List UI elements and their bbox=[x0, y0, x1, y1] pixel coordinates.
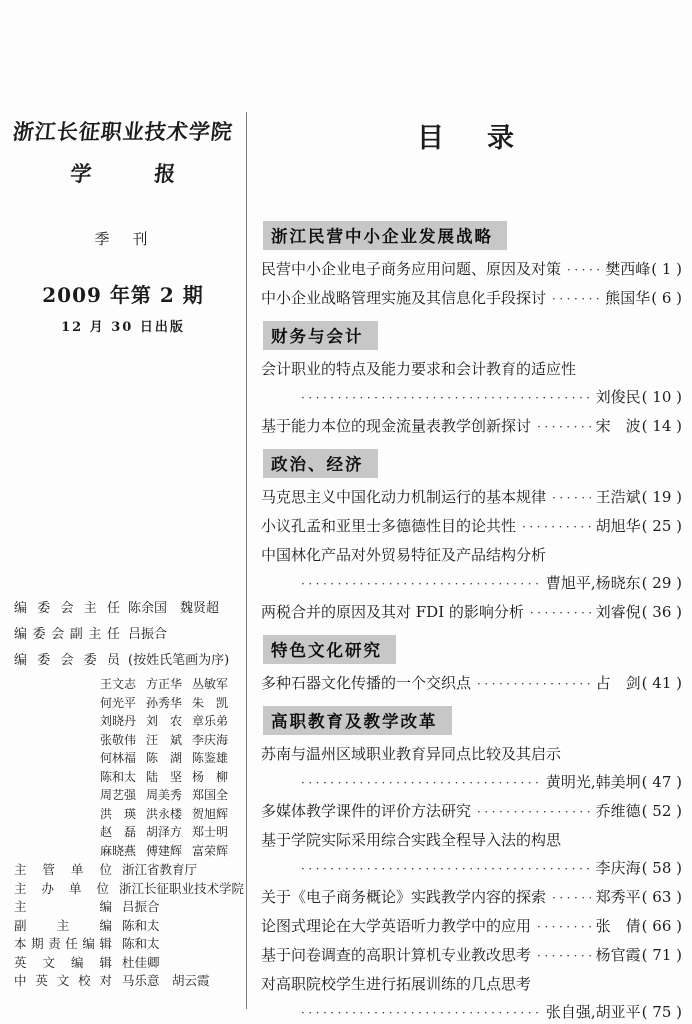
member-name: 张敬伟 bbox=[100, 732, 137, 747]
member-row bbox=[100, 823, 238, 842]
section-header-row bbox=[261, 698, 682, 740]
publication-row bbox=[14, 954, 244, 973]
section-header-row bbox=[261, 441, 682, 483]
member-name: 汪 斌 bbox=[146, 732, 183, 747]
toc-entry-title-line bbox=[261, 970, 682, 998]
member-name: 陈和太 bbox=[100, 769, 137, 784]
publication-row bbox=[14, 917, 244, 936]
publication-row bbox=[14, 861, 244, 880]
publication-row-label: 副主编 bbox=[14, 917, 112, 933]
article-page: ( 41 ) bbox=[641, 674, 682, 692]
article-page: ( 19 ) bbox=[641, 488, 682, 506]
article-title: 中国林化产品对外贸易特征及产品结构分析 bbox=[261, 546, 547, 564]
article-page: ( 52 ) bbox=[641, 802, 682, 820]
toc-section bbox=[261, 441, 682, 627]
member-name: 赵 磊 bbox=[100, 825, 137, 839]
member-name: 洪永楼 bbox=[146, 806, 183, 821]
toc-entry bbox=[261, 883, 682, 912]
editorial-row bbox=[14, 622, 238, 648]
member-name: 洪 瑛 bbox=[100, 806, 137, 821]
toc-entry-continuation-line bbox=[261, 768, 682, 797]
article-authors: 李庆海 bbox=[595, 859, 641, 877]
member-row bbox=[100, 786, 238, 805]
toc-entry bbox=[261, 284, 682, 313]
dot-leader bbox=[301, 569, 541, 598]
member-name: 方正华 bbox=[146, 677, 183, 691]
publication-row-value: 杜佳卿 bbox=[122, 954, 160, 970]
toc-entry-continuation-line bbox=[261, 998, 682, 1024]
dot-leader bbox=[537, 912, 591, 941]
member-name: 朱 凯 bbox=[192, 695, 229, 710]
editorial-members-grid bbox=[100, 675, 238, 860]
member-name: 周美秀 bbox=[146, 788, 183, 802]
section-header-row bbox=[261, 213, 682, 255]
publication-row-value: 陈和太 bbox=[122, 936, 160, 951]
article-authors: 张 倩 bbox=[595, 917, 641, 935]
publication-row-value: 浙江省教育厅 bbox=[122, 862, 198, 877]
member-name: 章乐弟 bbox=[192, 714, 229, 728]
editorial-row-label: 编委会副主任 bbox=[14, 627, 120, 642]
dot-leader bbox=[530, 598, 591, 627]
article-authors: 胡旭华 bbox=[595, 517, 641, 535]
toc-entry-title-line bbox=[261, 541, 682, 569]
member-name: 麻晓燕 bbox=[100, 843, 137, 858]
editorial-row-value: 陈余国 魏贤超 bbox=[128, 601, 220, 616]
member-name: 陈鉴雄 bbox=[192, 751, 229, 765]
publication-row-label: 主办单位 bbox=[14, 880, 109, 896]
editorial-board-block bbox=[14, 596, 238, 860]
dot-leader bbox=[477, 669, 591, 698]
article-title: 论图式理论在大学英语听力教学中的应用 bbox=[261, 917, 532, 935]
section-header: 财务与会计 bbox=[263, 321, 378, 350]
dot-leader bbox=[552, 483, 591, 512]
toc-entry bbox=[261, 512, 682, 541]
article-title: 会计职业的特点及能力要求和会计教育的适应性 bbox=[261, 360, 577, 378]
article-authors: 刘俊民 bbox=[595, 388, 641, 406]
article-page: ( 10 ) bbox=[641, 388, 682, 406]
article-authors: 刘睿倪 bbox=[595, 603, 641, 621]
editorial-row bbox=[14, 648, 238, 674]
member-row bbox=[100, 712, 238, 731]
journal-title-line2: 学 报 bbox=[69, 161, 177, 186]
article-page: ( 75 ) bbox=[641, 1003, 682, 1021]
dot-leader bbox=[301, 768, 541, 797]
article-page: ( 58 ) bbox=[641, 859, 682, 877]
toc-column bbox=[247, 0, 692, 1024]
article-page: ( 71 ) bbox=[641, 946, 682, 964]
toc-section bbox=[261, 313, 682, 441]
member-row bbox=[100, 842, 238, 861]
member-name: 贺旭辉 bbox=[192, 806, 229, 821]
article-title: 基于问卷调查的高职计算机专业教改思考 bbox=[261, 946, 532, 964]
journal-issue: 2009 年第 2 期 bbox=[42, 283, 204, 307]
editorial-row-value: 吕振合 bbox=[128, 627, 168, 642]
editorial-row bbox=[14, 596, 238, 622]
publication-row-value: 马乐意 胡云霞 bbox=[122, 973, 210, 988]
section-header: 高职教育及教学改革 bbox=[263, 706, 452, 735]
publication-row-value: 陈和太 bbox=[122, 917, 160, 933]
section-header: 政治、经济 bbox=[263, 449, 378, 478]
article-page: ( 29 ) bbox=[641, 574, 682, 592]
article-authors: 黄明光,韩美坰 bbox=[545, 773, 641, 791]
article-title: 基于能力本位的现金流量表教学创新探讨 bbox=[261, 417, 532, 435]
article-page: ( 1 ) bbox=[651, 260, 682, 278]
article-title: 两税合并的原因及其对 FDI 的影响分析 bbox=[261, 603, 524, 621]
article-title: 对高职院校学生进行拓展训练的几点思考 bbox=[261, 975, 532, 993]
member-name: 刘晓丹 bbox=[100, 714, 137, 728]
article-authors: 杨官霞 bbox=[595, 946, 641, 964]
dot-leader bbox=[301, 998, 541, 1024]
dot-leader bbox=[567, 255, 600, 284]
dot-leader bbox=[301, 854, 591, 883]
toc-entry-continuation-line bbox=[261, 854, 682, 883]
article-authors: 曹旭平,杨晓东 bbox=[545, 574, 641, 592]
article-title: 基于学院实际采用综合实践全程导入法的构思 bbox=[261, 831, 562, 849]
member-name: 杨 柳 bbox=[192, 769, 229, 784]
toc-entry-title-line bbox=[261, 740, 682, 768]
member-name: 陆 坚 bbox=[146, 769, 183, 784]
article-page: ( 66 ) bbox=[641, 917, 682, 935]
publication-row bbox=[14, 972, 244, 991]
article-authors: 乔维德 bbox=[595, 802, 641, 820]
article-title: 小议孔孟和亚里士多德德性目的论共性 bbox=[261, 517, 517, 535]
dot-leader bbox=[301, 383, 591, 412]
member-name: 傅建辉 bbox=[146, 843, 183, 858]
publication-row-value: 吕振合 bbox=[122, 899, 160, 914]
member-name: 王文志 bbox=[100, 677, 137, 691]
toc-entry bbox=[261, 483, 682, 512]
publication-row-label: 主管单位 bbox=[14, 862, 112, 877]
publication-row bbox=[14, 935, 244, 954]
article-page: ( 14 ) bbox=[641, 417, 682, 435]
member-row bbox=[100, 675, 238, 694]
journal-title-line1: 浙江长征职业技术学院 bbox=[11, 119, 235, 144]
toc-entry bbox=[261, 412, 682, 441]
editorial-row-value: (按姓氏笔画为序) bbox=[128, 653, 230, 668]
dot-leader bbox=[477, 797, 591, 826]
member-name: 孙秀华 bbox=[146, 695, 183, 710]
article-authors: 郑秀平 bbox=[595, 888, 641, 906]
article-authors: 王浩斌 bbox=[595, 488, 641, 506]
toc-entry bbox=[261, 255, 682, 284]
masthead bbox=[0, 0, 246, 335]
publication-row-value: 浙江长征职业技术学院 bbox=[118, 880, 244, 896]
member-row bbox=[100, 805, 238, 824]
member-name: 周艺强 bbox=[100, 788, 137, 802]
article-authors: 宋 波 bbox=[595, 417, 641, 435]
editorial-row-label: 编委会委员 bbox=[14, 653, 120, 668]
toc-entry bbox=[261, 598, 682, 627]
section-header-row bbox=[261, 313, 682, 355]
journal-frequency: 季 刊 bbox=[94, 230, 152, 248]
toc-entry-continuation-line bbox=[261, 569, 682, 598]
article-title: 民营中小企业电子商务应用问题、原因及对策 bbox=[261, 260, 562, 278]
toc-entry-continuation-line bbox=[261, 383, 682, 412]
member-row bbox=[100, 731, 238, 750]
toc-body bbox=[247, 155, 692, 1024]
toc-entry bbox=[261, 669, 682, 698]
article-page: ( 25 ) bbox=[641, 517, 682, 535]
publication-row-label: 主编 bbox=[14, 899, 112, 914]
member-name: 陈 湖 bbox=[146, 751, 183, 765]
member-name: 刘 农 bbox=[146, 714, 183, 728]
member-name: 何林福 bbox=[100, 751, 137, 765]
journal-publish-date: 12 月 30 日出版 bbox=[61, 320, 185, 335]
publication-row bbox=[14, 880, 244, 899]
toc-title: 目 录 bbox=[417, 123, 522, 154]
article-title: 中小企业战略管理实施及其信息化手段探讨 bbox=[261, 289, 547, 307]
member-name: 何光平 bbox=[100, 695, 137, 710]
member-row bbox=[100, 749, 238, 768]
dot-leader bbox=[552, 284, 600, 313]
article-title: 马克思主义中国化动力机制运行的基本规律 bbox=[261, 488, 547, 506]
article-title: 多媒体教学课件的评价方法研究 bbox=[261, 802, 472, 820]
member-name: 丛敏军 bbox=[192, 677, 229, 691]
member-row bbox=[100, 768, 238, 787]
member-name: 富荣辉 bbox=[192, 843, 229, 858]
publication-row bbox=[14, 898, 244, 917]
masthead-column bbox=[0, 0, 246, 1024]
dot-leader bbox=[537, 941, 591, 970]
section-header: 特色文化研究 bbox=[263, 635, 396, 664]
toc-entry-title-line bbox=[261, 355, 682, 383]
publication-row-label: 中英文校对 bbox=[14, 973, 112, 988]
publication-row-label: 英文编辑 bbox=[14, 954, 112, 970]
article-authors: 张自强,胡亚平 bbox=[545, 1003, 641, 1021]
toc-section bbox=[261, 213, 682, 313]
article-authors: 熊国华 bbox=[605, 289, 651, 307]
section-header-row bbox=[261, 627, 682, 669]
dot-leader bbox=[522, 512, 591, 541]
member-name: 胡泽方 bbox=[146, 825, 183, 839]
article-title: 关于《电子商务概论》实践教学内容的探索 bbox=[261, 888, 547, 906]
editorial-row-label: 编委会主任 bbox=[14, 601, 120, 616]
publication-info-block bbox=[14, 861, 244, 991]
publication-row-label: 本期责任编辑 bbox=[14, 936, 112, 951]
toc-entry-title-line bbox=[261, 826, 682, 854]
member-row bbox=[100, 694, 238, 713]
toc-section bbox=[261, 627, 682, 698]
article-page: ( 6 ) bbox=[651, 289, 682, 307]
toc-entry bbox=[261, 941, 682, 970]
article-page: ( 63 ) bbox=[641, 888, 682, 906]
article-authors: 占 剑 bbox=[595, 674, 641, 692]
editorial-rows bbox=[14, 596, 238, 674]
section-header: 浙江民营中小企业发展战略 bbox=[263, 221, 507, 250]
toc-entry bbox=[261, 797, 682, 826]
toc-entry bbox=[261, 912, 682, 941]
dot-leader bbox=[552, 883, 591, 912]
article-title: 苏南与温州区域职业教育异同点比较及其启示 bbox=[261, 745, 562, 763]
article-authors: 樊西峰 bbox=[605, 260, 651, 278]
member-name: 郑士明 bbox=[192, 825, 229, 839]
member-name: 李庆海 bbox=[192, 732, 229, 747]
article-title: 多种石器文化传播的一个交织点 bbox=[261, 674, 472, 692]
member-name: 郑国全 bbox=[192, 788, 229, 802]
article-page: ( 47 ) bbox=[641, 773, 682, 791]
article-page: ( 36 ) bbox=[641, 603, 682, 621]
dot-leader bbox=[537, 412, 591, 441]
toc-section bbox=[261, 698, 682, 1024]
